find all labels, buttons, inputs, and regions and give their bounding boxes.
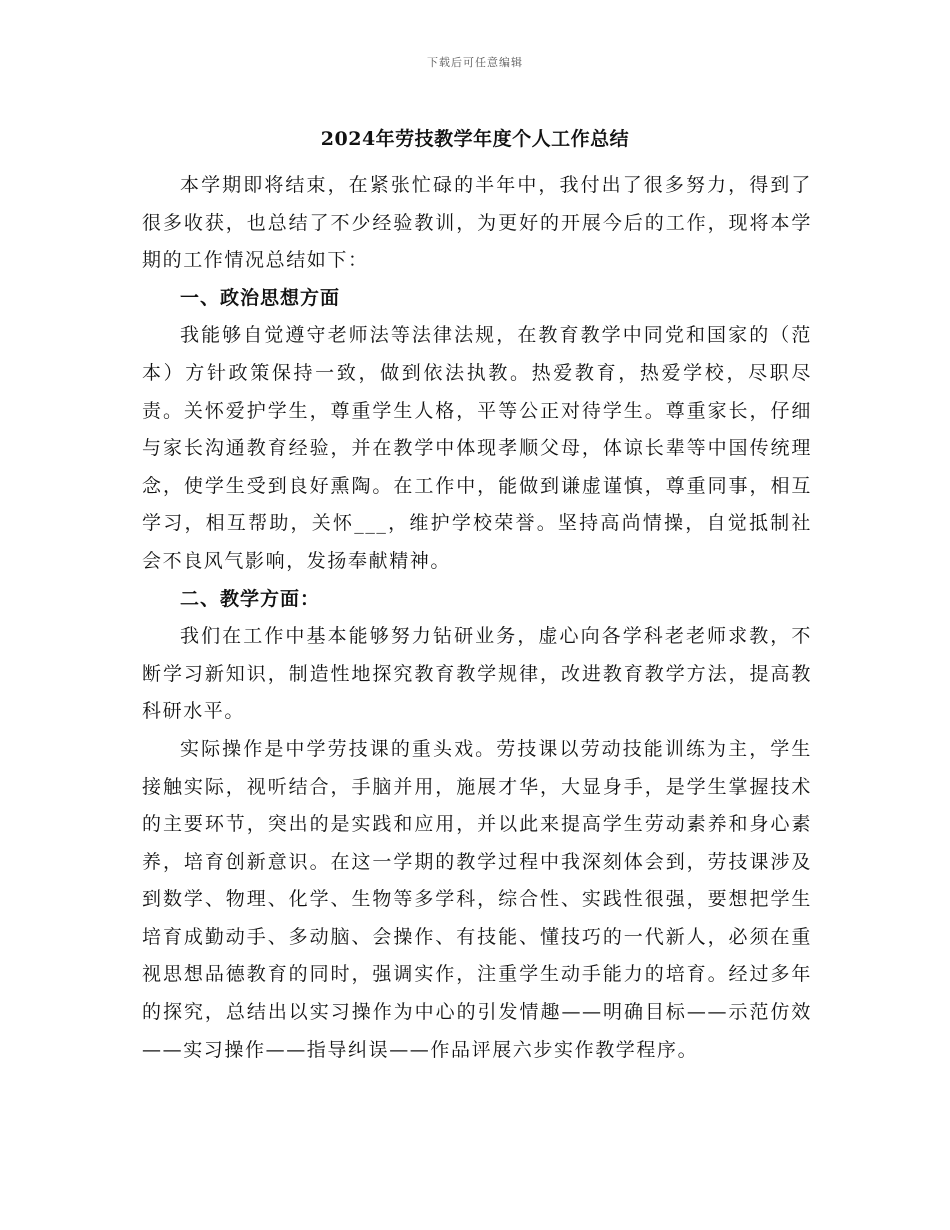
document-title: 2024年劳技教学年度个人工作总结 xyxy=(320,128,630,150)
section-heading-politics: 一、政治思想方面 xyxy=(180,286,341,309)
politics-paragraph: 我能够自觉遵守老师法等法律法规，在教育教学中同党和国家的（范本）方针政策保持一致，做到依法执教。热爱教育，热爱学校，尽职尽责。关怀爱护学生，尊重学生人格，平等公正对待学生。尊重家长，仔细与家长沟通教育经验，并在教学中体现孝顺父母，体谅长辈等中国传统理念，使学生受到良好熏陶。在工作中，能做到谦虚谨慎，尊重同事，相互学习，相互帮助，关怀___，维护学校荣誉。坚持高尚情操，自觉抵制社会不良风气影响，发扬奉献精神。 xyxy=(142,324,812,572)
section-heading-teaching: 二、教学方面： xyxy=(180,587,321,610)
teaching-paragraph-1: 我们在工作中基本能够努力钻研业务，虚心向各学科老老师求教，不断学习新知识，制造性地探究教育教学规律，改进教育教学方法，提高教科研水平。 xyxy=(142,625,812,723)
document-body xyxy=(142,167,812,1069)
teaching-paragraph-2: 实际操作是中学劳技课的重头戏。劳技课以劳动技能训练为主，学生接触实际，视听结合，手脑并用，施展才华，大显身手，是学生掌握技术的主要环节，突出的是实践和应用，并以此来提高学生劳动素养和身心素养，培育创新意识。在这一学期的教学过程中我深刻体会到，劳技课涉及到数学、物理、化学、生物等多学科，综合性、实践性很强，要想把学生培育成勤动手、多动脑、会操作、有技能、懂技巧的一代新人，必须在重视思想品德教育的同时，强调实作，注重学生动手能力的培育。经过多年的探究，总结出以实习操作为中心的引发情趣——明确目标——示范仿效——实习操作——指导纠误——作品评展六步实作教学程序。 xyxy=(142,737,812,1061)
header-note: 下载后可任意编辑 xyxy=(427,56,523,69)
intro-paragraph: 本学期即将结束，在紧张忙碌的半年中，我付出了很多努力，得到了很多收获，也总结了不少经验教训，为更好的开展今后的工作，现将本学期的工作情况总结如下： xyxy=(142,174,812,272)
